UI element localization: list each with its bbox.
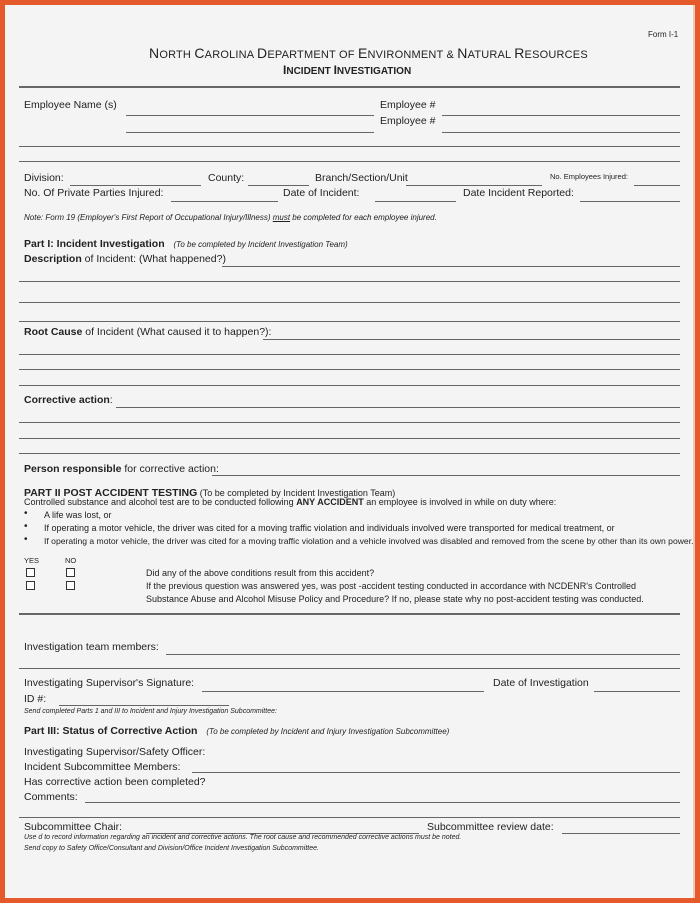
subcommittee-members-label: Incident Subcommittee Members: <box>24 761 181 773</box>
question-1: Did any of the above conditions result from this accident? <box>146 568 375 578</box>
date-of-incident-field[interactable] <box>375 201 456 202</box>
branch-field[interactable] <box>406 185 542 186</box>
condition-item: A life was lost, or <box>44 510 112 520</box>
corrective-action-field[interactable] <box>116 407 680 408</box>
blank-line[interactable] <box>19 161 680 162</box>
employee-number-field-1[interactable] <box>442 115 680 116</box>
employee-name-field-2[interactable] <box>126 132 374 133</box>
date-reported-field[interactable] <box>580 201 680 202</box>
corrective-action-line[interactable] <box>19 453 680 454</box>
person-responsible-label: Person responsible for corrective action: <box>24 463 219 475</box>
header-divider <box>19 86 680 88</box>
description-line[interactable] <box>19 281 680 282</box>
part2-divider <box>19 613 680 615</box>
root-cause-label: Root Cause of Incident (What caused it to happen?): <box>24 326 272 338</box>
bullet-icon: • <box>24 521 28 532</box>
id-label: ID #: <box>24 693 47 705</box>
form19-note: Note: Form 19 (Employer's First Report of Occupational Injury/Illness) must be completed for each employee injured. <box>24 213 437 222</box>
condition-item: If operating a motor vehicle, the driver was cited for a moving traffic violation and a vehicle involved was disabled and removed from the scene by other than its own power. <box>44 536 694 546</box>
corrective-action-label: Corrective action: <box>24 394 113 406</box>
comments-line[interactable] <box>19 817 680 818</box>
division-label: Division: <box>24 172 64 184</box>
bullet-icon: • <box>24 508 28 519</box>
form-title: INCIDENT INVESTIGATION <box>283 63 412 77</box>
condition-item: If operating a motor vehicle, the driver was cited for a moving traffic violation and individuals involved were transported for medical treatment, or <box>44 523 615 533</box>
footer-note-2: Send copy to Safety Office/Consultant and Division/Office Incident Investigation Subcommittee. <box>24 845 319 852</box>
q2-no-checkbox[interactable] <box>66 581 75 590</box>
review-date-field[interactable] <box>562 833 680 834</box>
supervisor-label: Investigating Supervisor/Safety Officer: <box>24 746 206 758</box>
team-members-line[interactable] <box>19 668 680 669</box>
signature-field[interactable] <box>202 691 484 692</box>
date-of-incident-label: Date of Incident: <box>283 187 360 199</box>
date-of-investigation-field[interactable] <box>594 691 680 692</box>
part3-heading: Part III: Status of Corrective Action (To be completed by Incident and Injury Investigation Subcommittee) <box>24 725 450 737</box>
division-field[interactable] <box>70 185 201 186</box>
employee-name-label: Employee Name (s) <box>24 99 117 111</box>
bullet-icon: • <box>24 534 28 545</box>
root-cause-line[interactable] <box>19 369 680 370</box>
root-cause-field[interactable] <box>263 339 680 340</box>
footer-note-1: Use d to record information regarding an incident and corrective actions. The root cause and recommended corrective actions must be noted. <box>24 834 462 841</box>
form-id: Form I-1 <box>648 30 679 39</box>
person-responsible-field[interactable] <box>212 475 680 476</box>
signature-label: Investigating Supervisor's Signature: <box>24 677 195 689</box>
q2-yes-checkbox[interactable] <box>26 581 35 590</box>
description-field[interactable] <box>222 266 680 267</box>
county-field[interactable] <box>248 185 309 186</box>
team-members-field[interactable] <box>166 654 680 655</box>
send-note: Send completed Parts 1 and III to Incident and Injury Investigation Subcommittee: <box>24 708 277 715</box>
part2-heading: PART II POST ACCIDENT TESTING (To be completed by Incident Investigation Team) <box>24 487 396 499</box>
question-2-line1: If the previous question was answered yes, was post -accident testing conducted in accordance with NCDENR's Controlled <box>146 581 636 591</box>
subcommittee-members-field[interactable] <box>192 772 680 773</box>
employees-injured-label: No. Employees Injured: <box>550 172 628 181</box>
question-2-line2: Substance Abuse and Alcohol Misuse Policy and Procedure? If no, please state why no post-accident testing was conducted. <box>146 594 644 604</box>
corrective-action-line[interactable] <box>19 438 680 439</box>
chair-label: Subcommittee Chair: <box>24 821 123 833</box>
comments-label: Comments: <box>24 791 78 803</box>
description-line[interactable] <box>19 321 680 322</box>
id-field[interactable] <box>59 705 229 706</box>
q1-no-checkbox[interactable] <box>66 568 75 577</box>
form-page <box>5 5 695 898</box>
comments-field[interactable] <box>85 802 680 803</box>
employee-number-field-2[interactable] <box>442 132 680 133</box>
team-members-label: Investigation team members: <box>24 641 159 653</box>
yes-label: YES <box>24 556 40 565</box>
blank-line[interactable] <box>19 146 680 147</box>
employee-number-label-2: Employee # <box>380 115 436 127</box>
root-cause-line[interactable] <box>19 354 680 355</box>
q1-yes-checkbox[interactable] <box>26 568 35 577</box>
description-label: Description of Incident: (What happened?) <box>24 253 226 265</box>
department-title: NORTH CAROLINA DEPARTMENT OF ENVIRONMENT & NATURAL RESOURCES <box>149 45 588 61</box>
part2-intro: Controlled substance and alcohol test are to be conducted following ANY ACCIDENT an employee is involved in while on duty where: <box>24 497 557 507</box>
private-parties-label: No. Of Private Parties Injured: <box>24 187 164 199</box>
employee-name-field-1[interactable] <box>126 115 374 116</box>
branch-label: Branch/Section/Unit <box>315 172 408 184</box>
employee-number-label-1: Employee # <box>380 99 436 111</box>
review-date-label: Subcommittee review date: <box>427 821 554 833</box>
employees-injured-field[interactable] <box>634 185 680 186</box>
county-label: County: <box>208 172 245 184</box>
date-reported-label: Date Incident Reported: <box>463 187 574 199</box>
completed-label: Has corrective action been completed? <box>24 776 206 788</box>
corrective-action-line[interactable] <box>19 422 680 423</box>
private-parties-field[interactable] <box>171 201 278 202</box>
root-cause-line[interactable] <box>19 385 680 386</box>
date-of-investigation-label: Date of Investigation <box>493 677 589 689</box>
no-label: NO <box>65 556 77 565</box>
description-line[interactable] <box>19 302 680 303</box>
part1-heading: Part I: Incident Investigation (To be completed by Incident Investigation Team) <box>24 238 348 250</box>
